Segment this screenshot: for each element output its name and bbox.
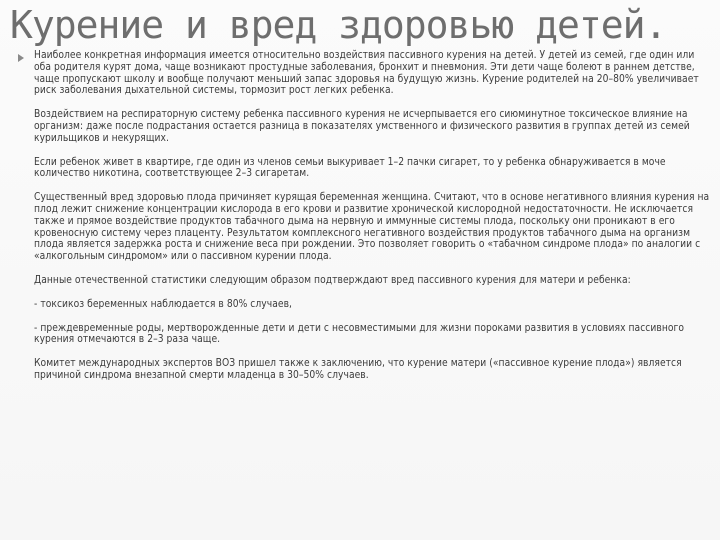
paragraph-5: Данные отечественной статистики следующим образом подтверждают вред пассивного курения для матери и ребенка: bbox=[34, 274, 631, 286]
paragraph-4: Существенный вред здоровью плода причиняет курящая беременная женщина. Считают, что в основе негативного влияния курения на плод лежит снижение концентрации кислорода в его крови и развитие хронической кислородной недостаточности. Не исключается также и прямое воздействие продуктов табачного дыма на нервную и иммунные системы плода, поскольку они проникают в его кровеносную систему через плаценту. Результатом комплексного негативного воздействия продуктов табачного дыма на организм плода является задержка роста и снижение веса при рождении. Это позволяет говорить о «табачном синдроме плода» по аналогии с «алкогольным синдромом» или о пассивном курении плода. bbox=[34, 192, 710, 263]
paragraph-2: Воздействием на респираторную систему ребенка пассивного курения не исчерпывается его сиюминутное токсическое влияние на организм: даже после подрастания остается разница в показателях умственного и физического развития в группах детей из семей курильщиков и некурящих. bbox=[34, 109, 690, 144]
bullet-arrow-icon bbox=[18, 54, 24, 62]
paragraph-8: Комитет международных экспертов ВОЗ пришел также к заключению, что курение матери («пассивное курение плода») является причиной синдрома внезапной смерти младенца в 30–50% случаев. bbox=[34, 358, 682, 381]
slide-title: Курение и вред здоровью детей. bbox=[10, 3, 667, 47]
slide-content bbox=[18, 50, 714, 382]
paragraph-7: - преждевременные роды, мертворожденные дети и дети с несовместимыми для жизни пороками развития в условиях пассивного курения отмечаются в 2–3 раза чаще. bbox=[34, 322, 685, 346]
paragraph-3: Если ребенок живет в квартире, где один из членов семьи выкуривает 1–2 пачки сигарет, то у ребенка обнаруживается в моче количество никотина, соответствующее 2–3 сигаретам. bbox=[34, 156, 666, 180]
paragraph-1: Наиболее конкретная информация имеется относительно воздействия пассивного курения на детей. У детей из семей, где один или оба родителя курят дома, чаще возникают простудные заболевания, бронхит и пневмония. Эти дети чаще болеют в раннем детстве, чаще пропускают школу и вообще получают меньший запас здоровья на будущую жизнь. Курение родителей на 20–80% увеличивает риск заболевания дыхательной системы, тормозит рост легких ребенка. bbox=[34, 50, 699, 97]
paragraph-6: - токсикоз беременных наблюдается в 80% случаев, bbox=[34, 298, 293, 310]
